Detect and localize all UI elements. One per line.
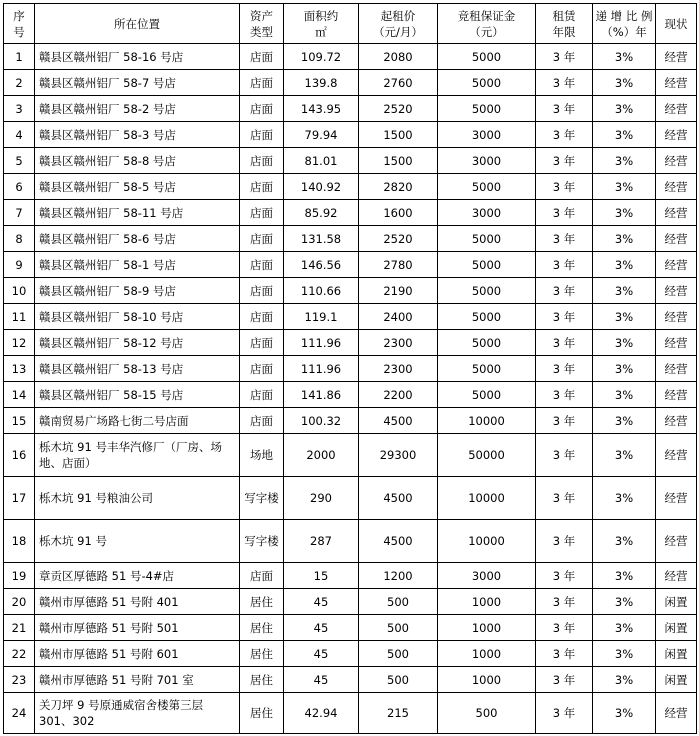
cell-location: 赣县区赣州铝厂 58-15 号店 <box>35 382 240 408</box>
cell-type: 店面 <box>240 96 284 122</box>
cell-type: 店面 <box>240 148 284 174</box>
cell-seq: 8 <box>4 226 35 252</box>
cell-location: 赣州市厚德路 51 号附 401 <box>35 589 240 615</box>
cell-location: 关刀坪 9 号原通威宿舍楼第三层 301、302 <box>35 693 240 734</box>
cell-status: 经营 <box>656 122 697 148</box>
cell-deposit: 5000 <box>438 174 536 200</box>
cell-rent: 4500 <box>359 477 438 520</box>
cell-status: 经营 <box>656 563 697 589</box>
cell-deposit: 5000 <box>438 70 536 96</box>
cell-status: 经营 <box>656 356 697 382</box>
cell-area: 139.8 <box>284 70 359 96</box>
cell-rent: 2300 <box>359 356 438 382</box>
cell-rent: 1500 <box>359 148 438 174</box>
table-row <box>4 70 697 96</box>
cell-area: 45 <box>284 667 359 693</box>
cell-type: 居住 <box>240 615 284 641</box>
cell-seq: 18 <box>4 520 35 563</box>
cell-type: 店面 <box>240 330 284 356</box>
cell-increase: 3% <box>593 667 656 693</box>
cell-type: 店面 <box>240 356 284 382</box>
cell-location: 赣州市厚德路 51 号附 701 室 <box>35 667 240 693</box>
header-status: 现状 <box>656 4 697 44</box>
cell-area: 143.95 <box>284 96 359 122</box>
cell-increase: 3% <box>593 226 656 252</box>
cell-term: 3 年 <box>536 174 593 200</box>
cell-area: 42.94 <box>284 693 359 734</box>
cell-location: 赣县区赣州铝厂 58-6 号店 <box>35 226 240 252</box>
cell-term: 3 年 <box>536 615 593 641</box>
cell-area: 45 <box>284 589 359 615</box>
cell-term: 3 年 <box>536 382 593 408</box>
cell-rent: 2520 <box>359 96 438 122</box>
table-row <box>4 520 697 563</box>
cell-deposit: 500 <box>438 693 536 734</box>
cell-type: 店面 <box>240 304 284 330</box>
cell-status: 经营 <box>656 278 697 304</box>
cell-type: 店面 <box>240 252 284 278</box>
table-row <box>4 148 697 174</box>
cell-seq: 23 <box>4 667 35 693</box>
cell-seq: 22 <box>4 641 35 667</box>
cell-area: 85.92 <box>284 200 359 226</box>
cell-area: 15 <box>284 563 359 589</box>
cell-area: 119.1 <box>284 304 359 330</box>
cell-term: 3 年 <box>536 520 593 563</box>
cell-deposit: 5000 <box>438 278 536 304</box>
cell-term: 3 年 <box>536 330 593 356</box>
cell-status: 经营 <box>656 70 697 96</box>
header-location: 所在位置 <box>35 4 240 44</box>
header-rent: 起租价 （元/月） <box>359 4 438 44</box>
cell-increase: 3% <box>593 122 656 148</box>
table-row <box>4 330 697 356</box>
cell-area: 45 <box>284 615 359 641</box>
cell-increase: 3% <box>593 382 656 408</box>
cell-rent: 2080 <box>359 44 438 70</box>
cell-seq: 7 <box>4 200 35 226</box>
cell-location: 赣州市厚德路 51 号附 501 <box>35 615 240 641</box>
header-deposit: 竞租保证金 （元） <box>438 4 536 44</box>
cell-area: 146.56 <box>284 252 359 278</box>
cell-location: 栎木坑 91 号 <box>35 520 240 563</box>
cell-status: 经营 <box>656 330 697 356</box>
cell-area: 2000 <box>284 434 359 477</box>
cell-type: 写字楼 <box>240 520 284 563</box>
cell-location: 赣县区赣州铝厂 58-7 号店 <box>35 70 240 96</box>
cell-seq: 11 <box>4 304 35 330</box>
cell-location: 栎木坑 91 号粮油公司 <box>35 477 240 520</box>
cell-seq: 15 <box>4 408 35 434</box>
table-row <box>4 96 697 122</box>
cell-increase: 3% <box>593 44 656 70</box>
cell-term: 3 年 <box>536 44 593 70</box>
cell-deposit: 5000 <box>438 96 536 122</box>
cell-deposit: 3000 <box>438 122 536 148</box>
cell-term: 3 年 <box>536 252 593 278</box>
cell-location: 赣县区赣州铝厂 58-12 号店 <box>35 330 240 356</box>
cell-deposit: 1000 <box>438 667 536 693</box>
cell-increase: 3% <box>593 174 656 200</box>
cell-seq: 12 <box>4 330 35 356</box>
cell-increase: 3% <box>593 356 656 382</box>
cell-term: 3 年 <box>536 408 593 434</box>
cell-status: 经营 <box>656 408 697 434</box>
cell-location: 章贡区厚德路 51 号-4#店 <box>35 563 240 589</box>
cell-deposit: 1000 <box>438 615 536 641</box>
cell-deposit: 3000 <box>438 200 536 226</box>
cell-status: 经营 <box>656 304 697 330</box>
cell-deposit: 5000 <box>438 252 536 278</box>
table-row <box>4 434 697 477</box>
cell-increase: 3% <box>593 148 656 174</box>
cell-rent: 2200 <box>359 382 438 408</box>
cell-area: 131.58 <box>284 226 359 252</box>
table-row <box>4 693 697 734</box>
cell-increase: 3% <box>593 589 656 615</box>
cell-deposit: 5000 <box>438 226 536 252</box>
cell-location: 赣县区赣州铝厂 58-5 号店 <box>35 174 240 200</box>
cell-deposit: 3000 <box>438 148 536 174</box>
cell-seq: 17 <box>4 477 35 520</box>
cell-term: 3 年 <box>536 278 593 304</box>
cell-location: 赣县区赣州铝厂 58-16 号店 <box>35 44 240 70</box>
cell-increase: 3% <box>593 615 656 641</box>
cell-term: 3 年 <box>536 434 593 477</box>
cell-increase: 3% <box>593 70 656 96</box>
cell-increase: 3% <box>593 330 656 356</box>
cell-seq: 19 <box>4 563 35 589</box>
cell-location: 赣县区赣州铝厂 58-2 号店 <box>35 96 240 122</box>
cell-area: 290 <box>284 477 359 520</box>
cell-status: 闲置 <box>656 589 697 615</box>
cell-seq: 3 <box>4 96 35 122</box>
cell-type: 店面 <box>240 563 284 589</box>
cell-deposit: 3000 <box>438 563 536 589</box>
header-area: 面积约 ㎡ <box>284 4 359 44</box>
cell-seq: 20 <box>4 589 35 615</box>
cell-rent: 215 <box>359 693 438 734</box>
cell-rent: 2190 <box>359 278 438 304</box>
cell-rent: 4500 <box>359 520 438 563</box>
cell-term: 3 年 <box>536 667 593 693</box>
cell-location: 赣州市厚德路 51 号附 601 <box>35 641 240 667</box>
cell-type: 店面 <box>240 174 284 200</box>
cell-status: 经营 <box>656 174 697 200</box>
cell-type: 店面 <box>240 382 284 408</box>
cell-type: 场地 <box>240 434 284 477</box>
cell-rent: 2780 <box>359 252 438 278</box>
cell-deposit: 5000 <box>438 330 536 356</box>
cell-type: 居住 <box>240 667 284 693</box>
cell-location: 栎木坑 91 号丰华汽修厂（厂房、场地、店面） <box>35 434 240 477</box>
cell-seq: 9 <box>4 252 35 278</box>
cell-area: 141.86 <box>284 382 359 408</box>
cell-location: 赣县区赣州铝厂 58-10 号店 <box>35 304 240 330</box>
cell-location: 赣县区赣州铝厂 58-13 号店 <box>35 356 240 382</box>
table-row <box>4 174 697 200</box>
cell-term: 3 年 <box>536 226 593 252</box>
cell-seq: 6 <box>4 174 35 200</box>
cell-deposit: 10000 <box>438 408 536 434</box>
cell-location: 赣县区赣州铝厂 58-8 号店 <box>35 148 240 174</box>
cell-status: 经营 <box>656 252 697 278</box>
cell-type: 居住 <box>240 641 284 667</box>
cell-rent: 1500 <box>359 122 438 148</box>
cell-rent: 29300 <box>359 434 438 477</box>
cell-term: 3 年 <box>536 304 593 330</box>
cell-rent: 4500 <box>359 408 438 434</box>
cell-seq: 21 <box>4 615 35 641</box>
cell-status: 经营 <box>656 382 697 408</box>
cell-area: 109.72 <box>284 44 359 70</box>
cell-rent: 2520 <box>359 226 438 252</box>
cell-location: 赣县区赣州铝厂 58-3 号店 <box>35 122 240 148</box>
cell-status: 经营 <box>656 96 697 122</box>
cell-increase: 3% <box>593 641 656 667</box>
table-row <box>4 304 697 330</box>
cell-term: 3 年 <box>536 563 593 589</box>
cell-term: 3 年 <box>536 356 593 382</box>
cell-deposit: 5000 <box>438 304 536 330</box>
cell-seq: 4 <box>4 122 35 148</box>
table-row <box>4 278 697 304</box>
cell-increase: 3% <box>593 252 656 278</box>
cell-location: 赣南贸易广场路七街二号店面 <box>35 408 240 434</box>
table-row <box>4 382 697 408</box>
cell-status: 经营 <box>656 44 697 70</box>
cell-area: 140.92 <box>284 174 359 200</box>
cell-type: 店面 <box>240 122 284 148</box>
cell-rent: 1200 <box>359 563 438 589</box>
cell-deposit: 50000 <box>438 434 536 477</box>
cell-location: 赣县区赣州铝厂 58-1 号店 <box>35 252 240 278</box>
cell-status: 闲置 <box>656 667 697 693</box>
cell-term: 3 年 <box>536 477 593 520</box>
table-row <box>4 563 697 589</box>
cell-type: 店面 <box>240 278 284 304</box>
cell-deposit: 5000 <box>438 356 536 382</box>
rental-listing-table <box>3 3 697 734</box>
cell-seq: 13 <box>4 356 35 382</box>
cell-deposit: 10000 <box>438 477 536 520</box>
cell-area: 100.32 <box>284 408 359 434</box>
cell-rent: 2820 <box>359 174 438 200</box>
cell-term: 3 年 <box>536 148 593 174</box>
cell-status: 经营 <box>656 693 697 734</box>
cell-area: 111.96 <box>284 330 359 356</box>
cell-rent: 500 <box>359 615 438 641</box>
cell-type: 店面 <box>240 408 284 434</box>
cell-term: 3 年 <box>536 70 593 96</box>
cell-location: 赣县区赣州铝厂 58-9 号店 <box>35 278 240 304</box>
header-seq: 序 号 <box>4 4 35 44</box>
cell-increase: 3% <box>593 563 656 589</box>
cell-area: 110.66 <box>284 278 359 304</box>
cell-seq: 10 <box>4 278 35 304</box>
table-row <box>4 667 697 693</box>
cell-status: 经营 <box>656 226 697 252</box>
cell-seq: 16 <box>4 434 35 477</box>
cell-increase: 3% <box>593 434 656 477</box>
cell-term: 3 年 <box>536 589 593 615</box>
header-row <box>4 4 697 44</box>
cell-term: 3 年 <box>536 122 593 148</box>
table-row <box>4 615 697 641</box>
table-row <box>4 408 697 434</box>
cell-rent: 500 <box>359 667 438 693</box>
cell-increase: 3% <box>593 96 656 122</box>
cell-type: 居住 <box>240 693 284 734</box>
cell-status: 经营 <box>656 434 697 477</box>
header-term: 租赁 年限 <box>536 4 593 44</box>
cell-seq: 24 <box>4 693 35 734</box>
cell-increase: 3% <box>593 408 656 434</box>
cell-type: 写字楼 <box>240 477 284 520</box>
cell-type: 店面 <box>240 226 284 252</box>
cell-area: 111.96 <box>284 356 359 382</box>
cell-status: 闲置 <box>656 641 697 667</box>
header-asset-type: 资产 类型 <box>240 4 284 44</box>
cell-rent: 1600 <box>359 200 438 226</box>
cell-increase: 3% <box>593 520 656 563</box>
cell-rent: 2760 <box>359 70 438 96</box>
cell-deposit: 5000 <box>438 382 536 408</box>
cell-term: 3 年 <box>536 693 593 734</box>
cell-increase: 3% <box>593 693 656 734</box>
cell-type: 店面 <box>240 200 284 226</box>
cell-rent: 500 <box>359 589 438 615</box>
cell-increase: 3% <box>593 278 656 304</box>
cell-deposit: 10000 <box>438 520 536 563</box>
cell-seq: 2 <box>4 70 35 96</box>
cell-deposit: 1000 <box>438 641 536 667</box>
cell-term: 3 年 <box>536 641 593 667</box>
table-row <box>4 641 697 667</box>
header-increase: 递 增 比 例 （%）年 <box>593 4 656 44</box>
cell-increase: 3% <box>593 200 656 226</box>
table-row <box>4 477 697 520</box>
cell-status: 经营 <box>656 148 697 174</box>
table-row <box>4 44 697 70</box>
cell-location: 赣县区赣州铝厂 58-11 号店 <box>35 200 240 226</box>
cell-term: 3 年 <box>536 200 593 226</box>
cell-term: 3 年 <box>536 96 593 122</box>
cell-increase: 3% <box>593 477 656 520</box>
table-row <box>4 356 697 382</box>
cell-area: 45 <box>284 641 359 667</box>
table-row <box>4 252 697 278</box>
cell-type: 店面 <box>240 70 284 96</box>
cell-type: 店面 <box>240 44 284 70</box>
cell-area: 81.01 <box>284 148 359 174</box>
table-row <box>4 200 697 226</box>
cell-status: 经营 <box>656 477 697 520</box>
cell-area: 287 <box>284 520 359 563</box>
cell-seq: 5 <box>4 148 35 174</box>
table-row <box>4 589 697 615</box>
cell-deposit: 1000 <box>438 589 536 615</box>
cell-type: 居住 <box>240 589 284 615</box>
cell-seq: 14 <box>4 382 35 408</box>
cell-rent: 500 <box>359 641 438 667</box>
cell-increase: 3% <box>593 304 656 330</box>
cell-status: 闲置 <box>656 615 697 641</box>
cell-rent: 2400 <box>359 304 438 330</box>
cell-deposit: 5000 <box>438 44 536 70</box>
cell-status: 经营 <box>656 520 697 563</box>
cell-seq: 1 <box>4 44 35 70</box>
cell-status: 经营 <box>656 200 697 226</box>
table-row <box>4 122 697 148</box>
table-row <box>4 226 697 252</box>
cell-area: 79.94 <box>284 122 359 148</box>
cell-rent: 2300 <box>359 330 438 356</box>
